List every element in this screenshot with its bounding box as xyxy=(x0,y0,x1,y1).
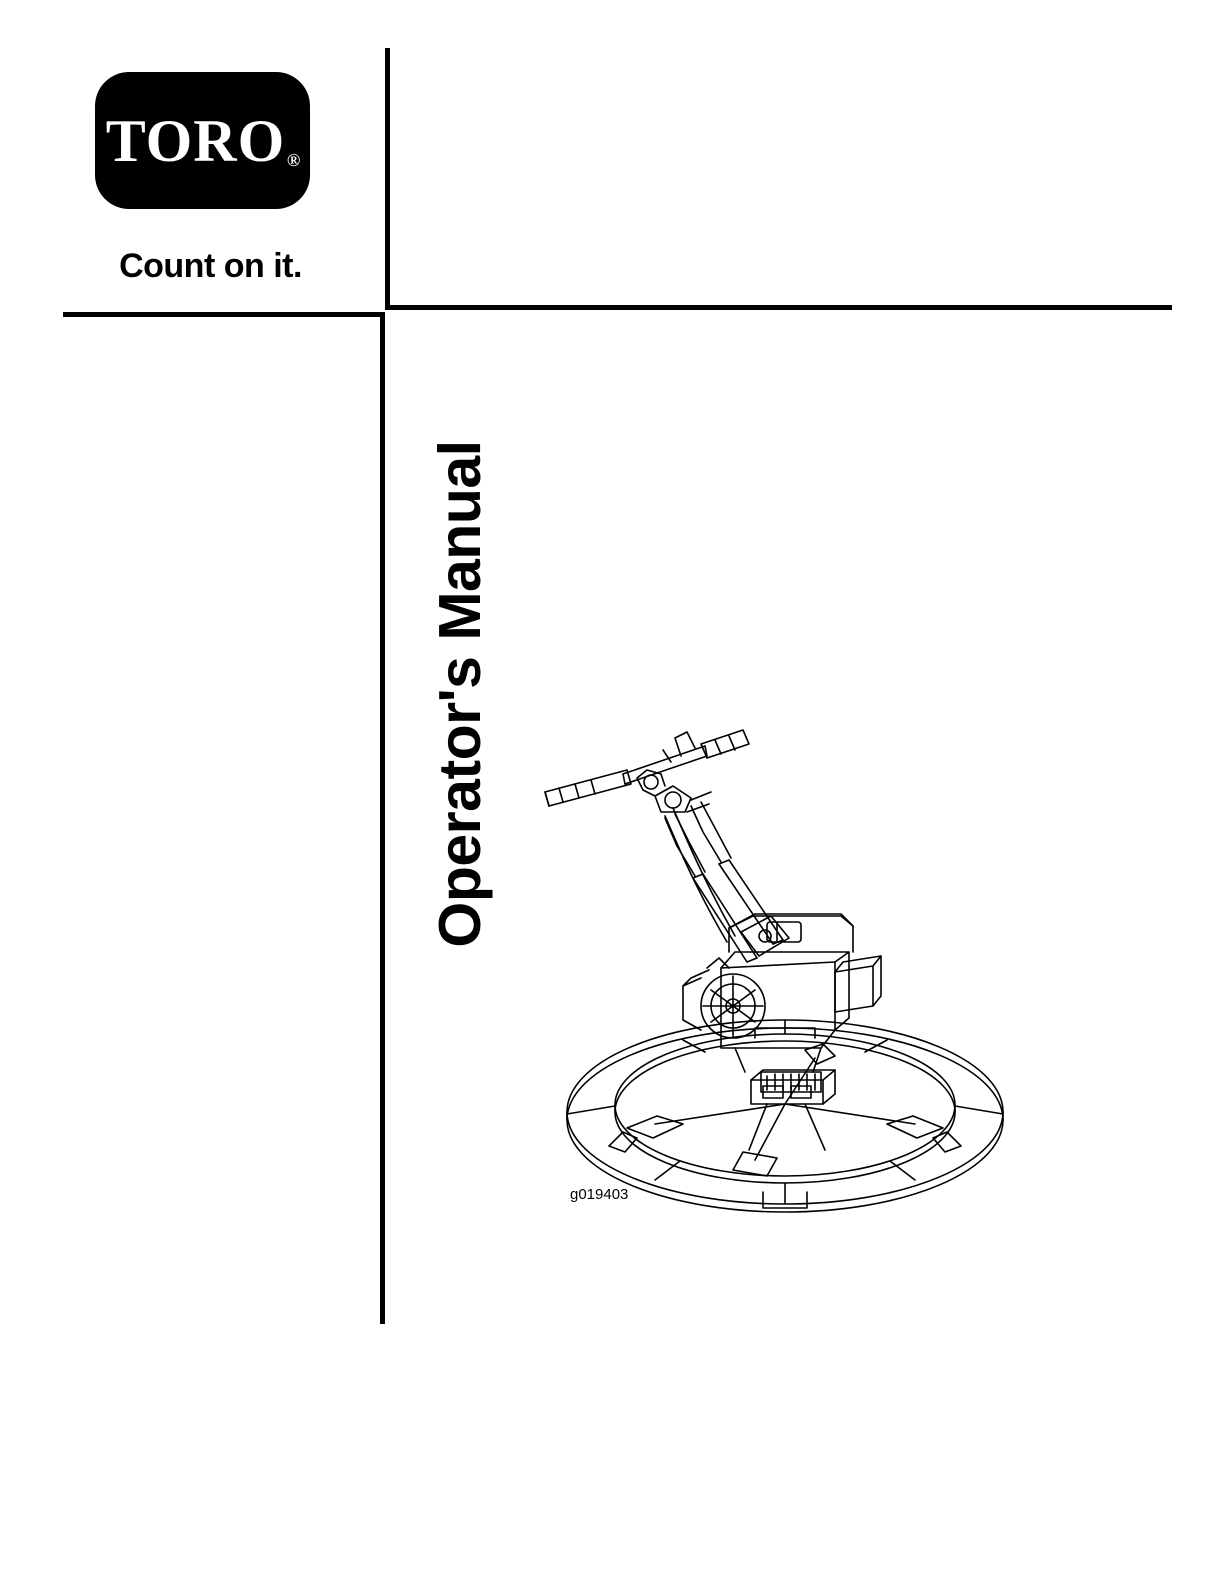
power-trowel-icon xyxy=(505,700,1065,1270)
toro-logo-badge xyxy=(95,72,310,209)
brand-tagline: Count on it. xyxy=(119,247,302,285)
figure-id-label: g019403 xyxy=(570,1186,629,1203)
toro-wordmark-text: TORO xyxy=(105,107,286,174)
brand-logo-block xyxy=(95,72,310,286)
registered-trademark-icon: ® xyxy=(286,149,302,170)
frame-rule-horizontal-left xyxy=(63,312,385,317)
frame-rule-vertical-bottom xyxy=(380,312,385,1324)
product-illustration xyxy=(505,700,1065,1270)
frame-rule-vertical-top xyxy=(385,48,390,310)
frame-rule-horizontal-right xyxy=(385,305,1172,310)
page-title: Operator's Manual xyxy=(427,440,493,948)
toro-wordmark xyxy=(105,107,302,174)
